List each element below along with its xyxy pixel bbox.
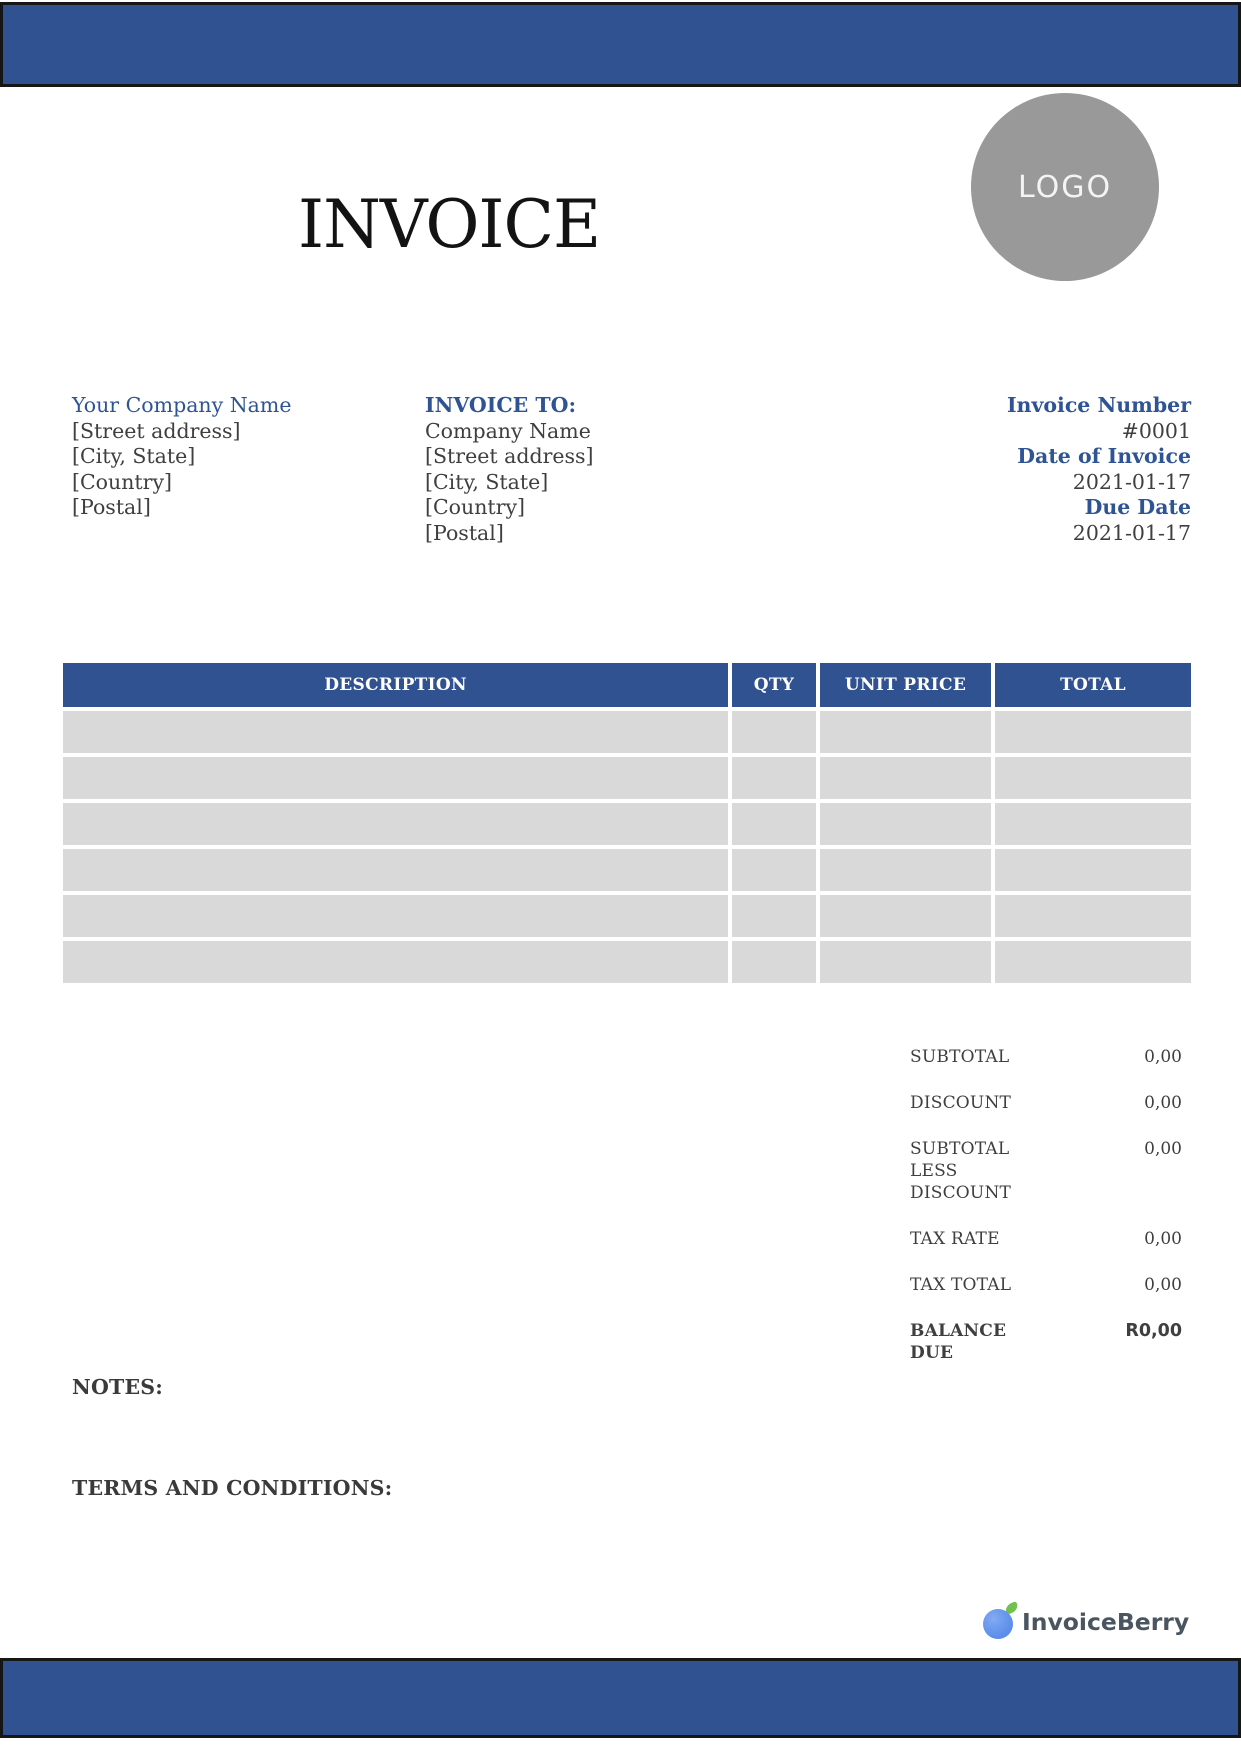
recipient-street-address: [Street address] bbox=[425, 444, 594, 468]
line-item-cell-unit-price bbox=[820, 803, 991, 845]
tax-rate-label: TAX RATE bbox=[910, 1229, 1000, 1249]
discount-label: DISCOUNT bbox=[910, 1093, 1012, 1113]
line-item-cell-description bbox=[63, 941, 728, 983]
line-item-cell-description bbox=[63, 895, 728, 937]
line-item-cell-qty bbox=[732, 849, 816, 891]
subtotal-value: 0,00 bbox=[1144, 1047, 1182, 1067]
subtotal-row bbox=[910, 1046, 1182, 1068]
column-header-qty: QTY bbox=[732, 663, 816, 707]
sender-city-state: [City, State] bbox=[72, 444, 196, 468]
recipient-company-name: Company Name bbox=[425, 418, 591, 443]
tax-total-row bbox=[910, 1274, 1182, 1296]
brand-wordmark: InvoiceBerry bbox=[1022, 1608, 1190, 1636]
due-date-value: 2021-01-17 bbox=[1072, 520, 1191, 545]
berry-icon bbox=[983, 1609, 1013, 1639]
line-item-cell-qty bbox=[732, 711, 816, 753]
line-item-cell-description bbox=[63, 757, 728, 799]
sender-street-address: [Street address] bbox=[72, 418, 241, 443]
line-item-cell-unit-price bbox=[820, 711, 991, 753]
sender-address-block bbox=[72, 393, 392, 521]
column-header-unit-price: UNIT PRICE bbox=[820, 663, 991, 707]
tax-rate-value: 0,00 bbox=[1144, 1229, 1182, 1249]
line-item-cell-total bbox=[995, 757, 1191, 799]
subtotal-label: SUBTOTAL bbox=[910, 1047, 1010, 1067]
logo-placeholder-text: LOGO bbox=[1017, 169, 1113, 205]
invoice-to-block bbox=[425, 393, 745, 546]
line-item-cell-qty bbox=[732, 941, 816, 983]
sender-country: [Country] bbox=[72, 469, 173, 494]
invoice-to-heading: INVOICE TO: bbox=[425, 393, 577, 417]
totals-summary bbox=[910, 1046, 1182, 1388]
discount-row bbox=[910, 1092, 1182, 1114]
invoiceberry-brand bbox=[983, 1600, 1193, 1644]
bottom-band bbox=[0, 1658, 1241, 1738]
invoice-date-value: 2021-01-17 bbox=[1072, 469, 1191, 494]
line-item-cell-description bbox=[63, 803, 728, 845]
recipient-postal: [Postal] bbox=[425, 520, 504, 545]
sender-company-name: Your Company Name bbox=[72, 393, 292, 417]
recipient-country: [Country] bbox=[425, 495, 526, 519]
tax-rate-row bbox=[910, 1228, 1182, 1250]
line-item-cell-qty bbox=[732, 803, 816, 845]
page-title: INVOICE bbox=[298, 186, 601, 263]
tax-total-value: 0,00 bbox=[1144, 1275, 1182, 1295]
line-item-cell-total bbox=[995, 803, 1191, 845]
line-items-table bbox=[63, 663, 1191, 983]
tax-total-label: TAX TOTAL bbox=[910, 1275, 1012, 1295]
line-item-cell-unit-price bbox=[820, 757, 991, 799]
line-item-cell-total bbox=[995, 941, 1191, 983]
line-item-cell-total bbox=[995, 849, 1191, 891]
balance-due-label: BALANCE DUE bbox=[910, 1321, 1007, 1363]
top-band bbox=[0, 2, 1241, 87]
subtotal-less-discount-row bbox=[910, 1138, 1182, 1204]
sender-postal: [Postal] bbox=[72, 495, 151, 519]
line-item-cell-description bbox=[63, 711, 728, 753]
invoice-meta-block bbox=[861, 393, 1191, 546]
line-item-cell-qty bbox=[732, 895, 816, 937]
subtotal-less-discount-value: 0,00 bbox=[1144, 1139, 1182, 1159]
discount-value: 0,00 bbox=[1144, 1093, 1182, 1113]
invoice-number-label: Invoice Number bbox=[1006, 393, 1191, 417]
line-item-cell-unit-price bbox=[820, 941, 991, 983]
notes-label: NOTES: bbox=[72, 1375, 164, 1399]
line-item-cell-unit-price bbox=[820, 849, 991, 891]
logo-placeholder-circle bbox=[971, 93, 1159, 281]
invoice-number-value: #0001 bbox=[1121, 418, 1191, 443]
line-item-cell-total bbox=[995, 895, 1191, 937]
column-header-description: DESCRIPTION bbox=[63, 663, 728, 707]
subtotal-less-discount-label: SUBTOTAL LESS DISCOUNT bbox=[910, 1139, 1012, 1203]
balance-due-row bbox=[910, 1320, 1182, 1364]
line-item-cell-unit-price bbox=[820, 895, 991, 937]
invoice-date-label: Date of Invoice bbox=[1017, 444, 1191, 468]
line-item-cell-qty bbox=[732, 757, 816, 799]
terms-label: TERMS AND CONDITIONS: bbox=[72, 1476, 393, 1500]
balance-due-value: R0,00 bbox=[1125, 1321, 1182, 1341]
recipient-city-state: [City, State] bbox=[425, 469, 549, 494]
due-date-label: Due Date bbox=[1084, 495, 1191, 519]
line-item-cell-total bbox=[995, 711, 1191, 753]
column-header-total: TOTAL bbox=[995, 663, 1191, 707]
line-item-cell-description bbox=[63, 849, 728, 891]
